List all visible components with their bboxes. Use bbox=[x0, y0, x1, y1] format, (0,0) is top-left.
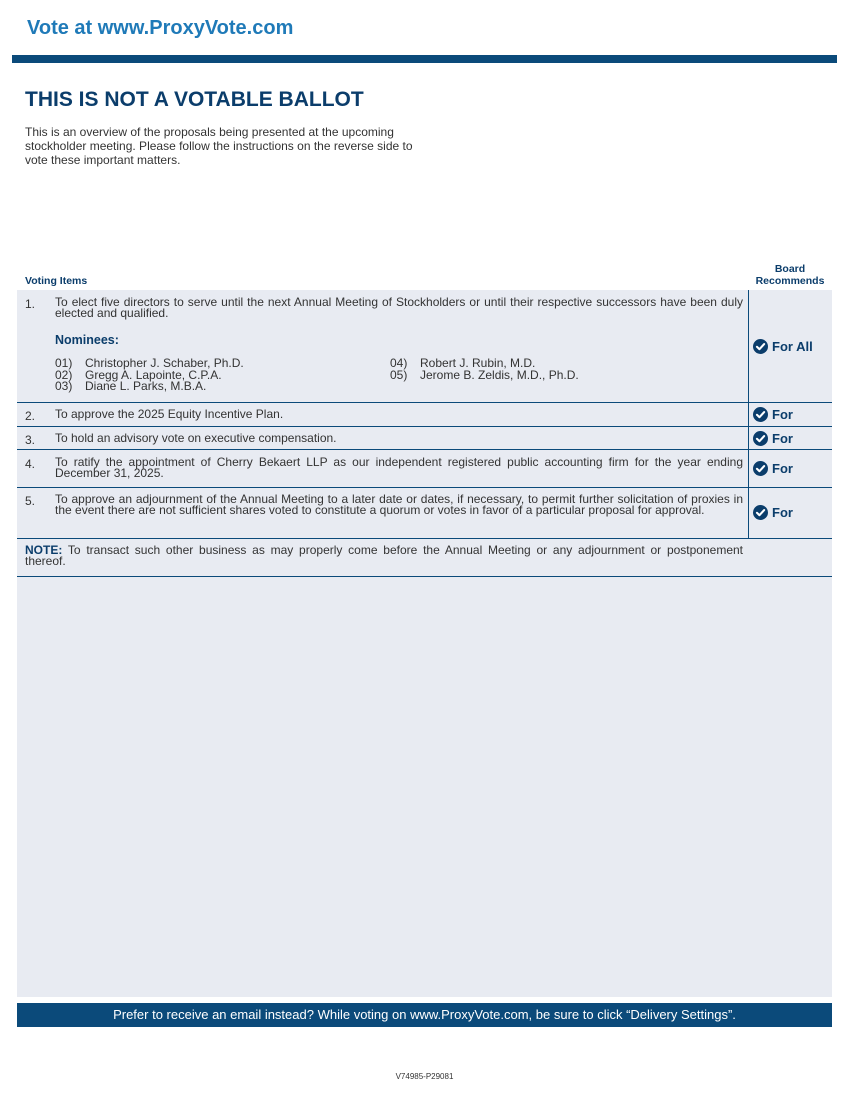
document-code: V74985-P29081 bbox=[395, 1072, 454, 1081]
proposal-number: 4. bbox=[25, 457, 36, 471]
nominee-item: 01) Christopher J. Schaber, Ph.D. bbox=[55, 356, 244, 370]
nominee-list-left bbox=[55, 358, 244, 393]
proposal-text: To ratify the appointment of Cherry Bekaert LLP as our independent registered public accounting firm for the year ending December 31, 2025. bbox=[55, 455, 743, 480]
recommendation-cell bbox=[748, 488, 832, 538]
email-delivery-banner: Prefer to receive an email instead? While voting on www.ProxyVote.com, be sure to click “Delivery Settings”. bbox=[17, 1003, 832, 1027]
proposal-row-3 bbox=[17, 427, 832, 450]
board-recommends-line2: Recommends bbox=[755, 275, 825, 287]
recommendation-cell bbox=[748, 403, 832, 426]
intro-text: This is an overview of the proposals being presented at the upcoming stockholder meeting. Please follow the instructions on the reverse side to vote these important matters. bbox=[25, 125, 413, 167]
nominee-item: 02) Gregg A. Lapointe, C.P.A. bbox=[55, 367, 222, 382]
voting-items-header: Voting Items bbox=[25, 275, 88, 287]
proposal-text: To hold an advisory vote on executive compensation. bbox=[55, 431, 337, 445]
proposal-row-4 bbox=[17, 450, 832, 488]
recommendation: For bbox=[753, 461, 793, 476]
nominee-list-right bbox=[390, 358, 579, 381]
recommendation: For bbox=[753, 407, 793, 422]
recommendation-cell bbox=[748, 427, 832, 449]
check-circle-icon bbox=[753, 431, 768, 446]
header-divider bbox=[12, 55, 837, 63]
board-recommends-line1: Board bbox=[774, 263, 806, 275]
note-text bbox=[25, 545, 743, 567]
nominee-item: 04) Robert J. Rubin, M.D. bbox=[390, 356, 536, 370]
check-circle-icon bbox=[753, 505, 768, 520]
proposal-row-5 bbox=[17, 488, 832, 539]
recommendation-cell bbox=[748, 290, 832, 402]
note-label: NOTE: bbox=[25, 543, 63, 557]
recommendation: For bbox=[753, 505, 793, 520]
proposal-row-2 bbox=[17, 403, 832, 427]
check-circle-icon bbox=[753, 407, 768, 422]
proposal-number: 3. bbox=[25, 433, 36, 447]
proposal-number: 2. bbox=[25, 409, 36, 423]
recommendation-cell bbox=[748, 450, 832, 487]
recommendation: For bbox=[753, 431, 793, 446]
board-recommends-header bbox=[749, 263, 831, 287]
nominee-item: 03) Diane L. Parks, M.B.A. bbox=[55, 379, 207, 393]
check-circle-icon bbox=[753, 339, 768, 354]
note-row bbox=[17, 539, 832, 577]
recommendation: For All bbox=[753, 339, 813, 354]
proposal-text: To approve the 2025 Equity Incentive Plan. bbox=[55, 407, 284, 421]
proposal-number: 5. bbox=[25, 494, 36, 508]
page-title: THIS IS NOT A VOTABLE BALLOT bbox=[25, 88, 364, 111]
proposal-text: To approve an adjournment of the Annual Meeting to a later date or dates, if necessary, to permit further solicitation of proxies in the event there are not sufficient shares voted to constitute a quorum or votes in favor of a particular proposal for approval. bbox=[55, 492, 743, 517]
check-circle-icon bbox=[753, 461, 768, 476]
proposal-number: 1. bbox=[25, 297, 36, 311]
proposal-row-1 bbox=[17, 290, 832, 403]
note-body: To transact such other business as may properly come before the Annual Meeting or any adjournment or postponement thereof. bbox=[25, 543, 743, 568]
proposal-text: To elect five directors to serve until the next Annual Meeting of Stockholders or until their respective successors have been duly elected and qualified. bbox=[55, 295, 743, 320]
nominee-item: 05) Jerome B. Zeldis, M.D., Ph.D. bbox=[390, 367, 579, 382]
proxyvote-link[interactable]: Vote at www.ProxyVote.com bbox=[27, 17, 294, 39]
nominees-label: Nominees: bbox=[55, 333, 119, 347]
